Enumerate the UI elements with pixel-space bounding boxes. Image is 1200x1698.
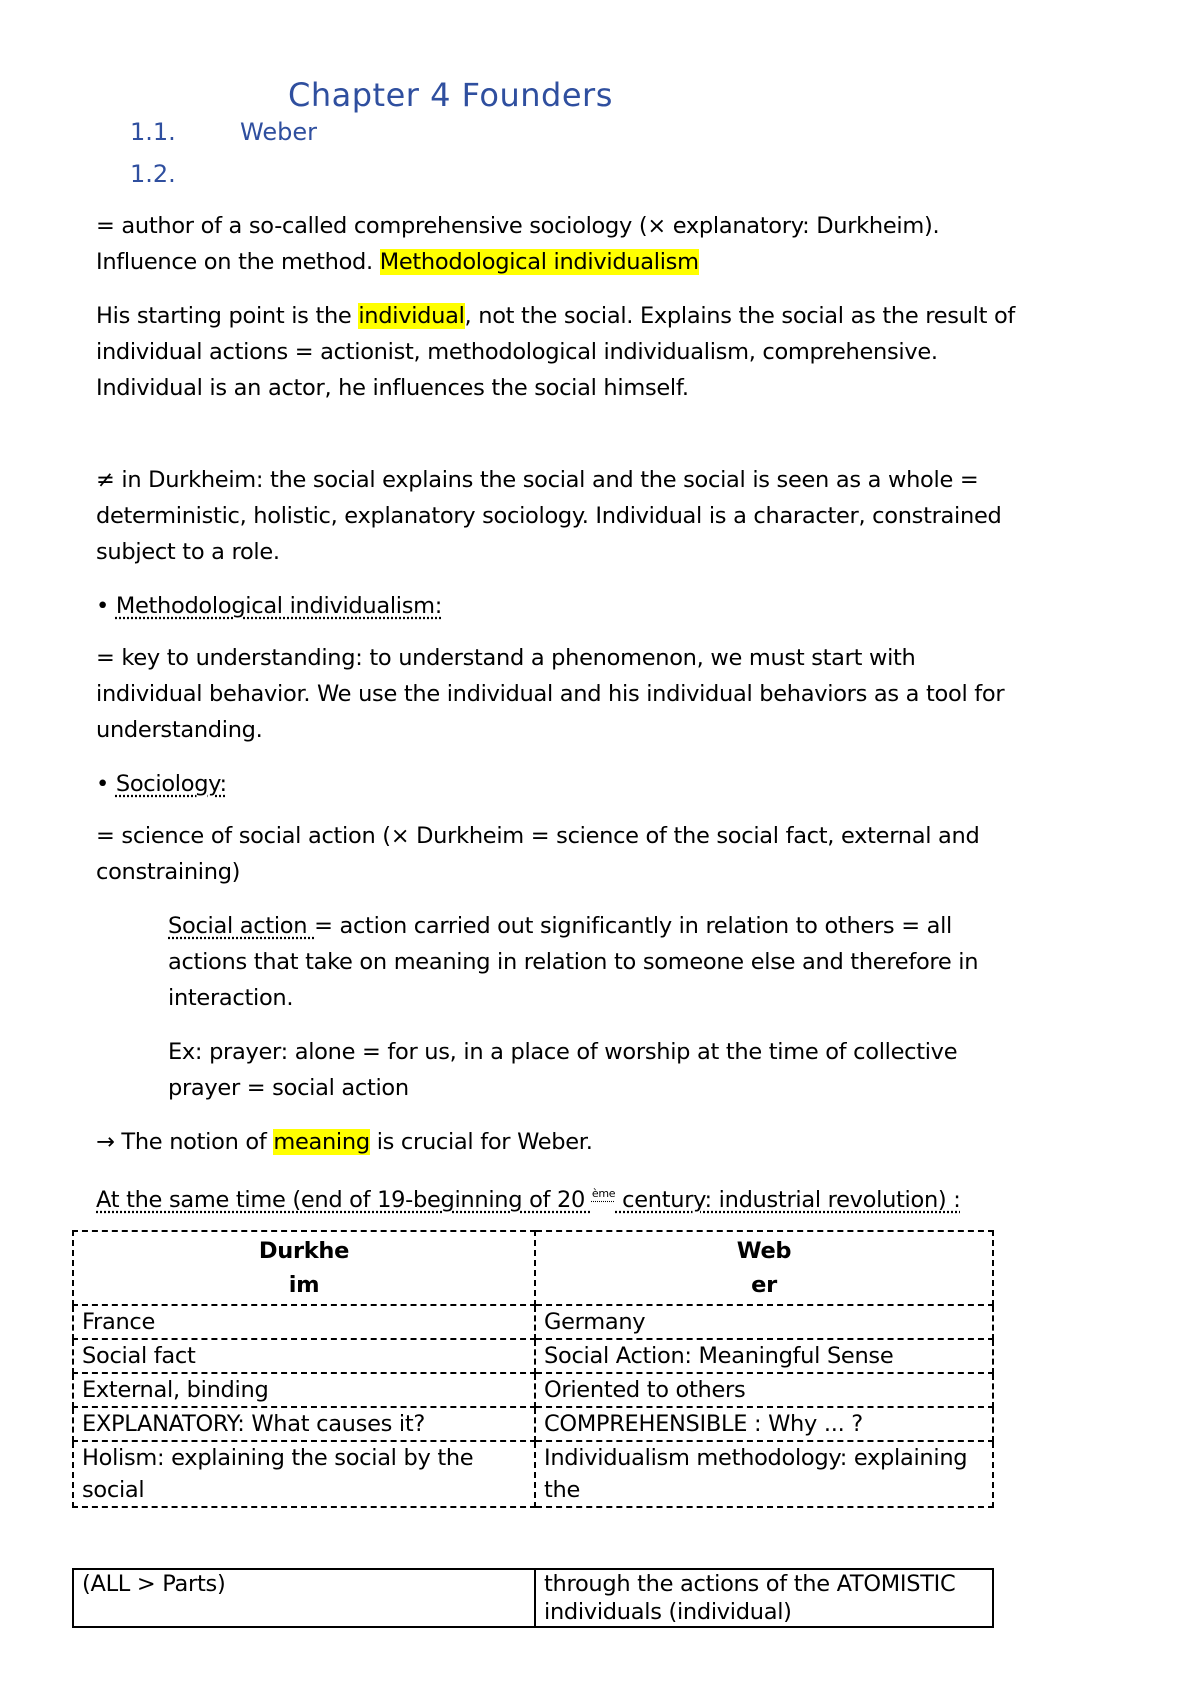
comparison-table-continued: [72, 1568, 994, 1628]
table-cell: COMPREHENSIBLE : Why ... ?: [535, 1407, 993, 1441]
intro-line-1: = author of a so-called comprehensive sociology (× explanatory: Durkheim).: [96, 213, 940, 239]
table-cell: Holism: explaining the social by the social: [73, 1441, 535, 1507]
social-action-definition: = action carried out significantly in relation to others = all actions that take on meaning in relation to someone else and therefore in interaction.: [168, 913, 979, 1011]
table-header-row: [73, 1231, 993, 1305]
table-cell: External, binding: [73, 1373, 535, 1407]
starting-point-paragraph: [96, 298, 1016, 406]
science-paragraph: = science of social action (× Durkheim = science of the social fact, external and constraining): [96, 823, 980, 885]
comparison-table: [72, 1230, 994, 1508]
bullet-icon: •: [96, 593, 109, 619]
highlight-meaning: meaning: [273, 1129, 370, 1155]
highlight-individual: individual: [358, 303, 465, 329]
paragraph-text: → The notion of: [96, 1129, 274, 1155]
chapter-title: Chapter 4 Founders: [288, 76, 613, 114]
paragraph-text: century: industrial revolution) :: [615, 1187, 961, 1213]
table-cell: Individualism methodology: explaining the: [535, 1441, 993, 1507]
table-row: [73, 1373, 993, 1407]
paragraph-text: , not the social. Explains the social as the result of individual actions = actionist, methodological individualism, comprehensive.: [96, 303, 1016, 365]
intro-paragraph: [96, 208, 1016, 280]
same-time-paragraph: [96, 1176, 1016, 1218]
header-weber: [535, 1231, 993, 1305]
toc-number: 1.2.: [130, 160, 176, 188]
header-text: Web er: [736, 1238, 792, 1298]
table-cell: through the actions of the ATOMISTIC individuals (individual): [535, 1569, 993, 1627]
notion-paragraph: [96, 1124, 1016, 1160]
table-cell: Oriented to others: [535, 1373, 993, 1407]
table-cell: Germany: [535, 1305, 993, 1339]
table-row: [73, 1569, 993, 1627]
header-text: Durkhe im: [258, 1238, 350, 1298]
table-cell: (ALL > Parts): [73, 1569, 535, 1627]
bullet-icon: •: [96, 771, 109, 797]
actor-line: Individual is an actor, he influences the social himself.: [96, 375, 689, 401]
toc-item-2: [130, 160, 240, 188]
social-action-term: Social action: [168, 913, 315, 939]
bullet-methodological-individualism: [96, 588, 1016, 624]
table-cell: Social fact: [73, 1339, 535, 1373]
table-row: [73, 1305, 993, 1339]
intro-text: Influence on the method.: [96, 249, 380, 275]
toc-label: Weber: [240, 118, 317, 146]
intro-line-2: [96, 244, 1016, 280]
paragraph-text: His starting point is the: [96, 303, 359, 329]
bullet-label: Sociology:: [115, 771, 227, 797]
bullet-label: Methodological individualism:: [115, 593, 443, 619]
toc-number: 1.1.: [130, 118, 176, 146]
superscript: ème: [591, 1187, 616, 1200]
bullet-sociology: [96, 766, 1016, 802]
table-cell: France: [73, 1305, 535, 1339]
header-durkheim: [73, 1231, 535, 1305]
table-cell: EXPLANATORY: What causes it?: [73, 1407, 535, 1441]
example-paragraph: Ex: prayer: alone = for us, in a place of worship at the time of collective prayer = social action: [168, 1039, 958, 1101]
social-action-paragraph: [168, 908, 1028, 1016]
table-cell: Social Action: Meaningful Sense: [535, 1339, 993, 1373]
highlight-methodological-individualism: Methodological individualism: [379, 249, 699, 275]
key-understanding-paragraph: = key to understanding: to understand a phenomenon, we must start with individual behavior. We use the individual and his individual behaviors as a tool for understanding.: [96, 645, 1005, 743]
table-row: [73, 1441, 993, 1507]
paragraph-text: is crucial for Weber.: [369, 1129, 593, 1155]
table-row: [73, 1339, 993, 1373]
table-row: [73, 1407, 993, 1441]
paragraph-text: At the same time (end of 19-beginning of 20: [96, 1187, 592, 1213]
toc-item-1: [130, 118, 317, 146]
durkheim-contrast-paragraph: ≠ in Durkheim: the social explains the social and the social is seen as a whole = deterministic, holistic, explanatory sociology. Individual is a character, constrained subject to a role.: [96, 467, 1002, 565]
